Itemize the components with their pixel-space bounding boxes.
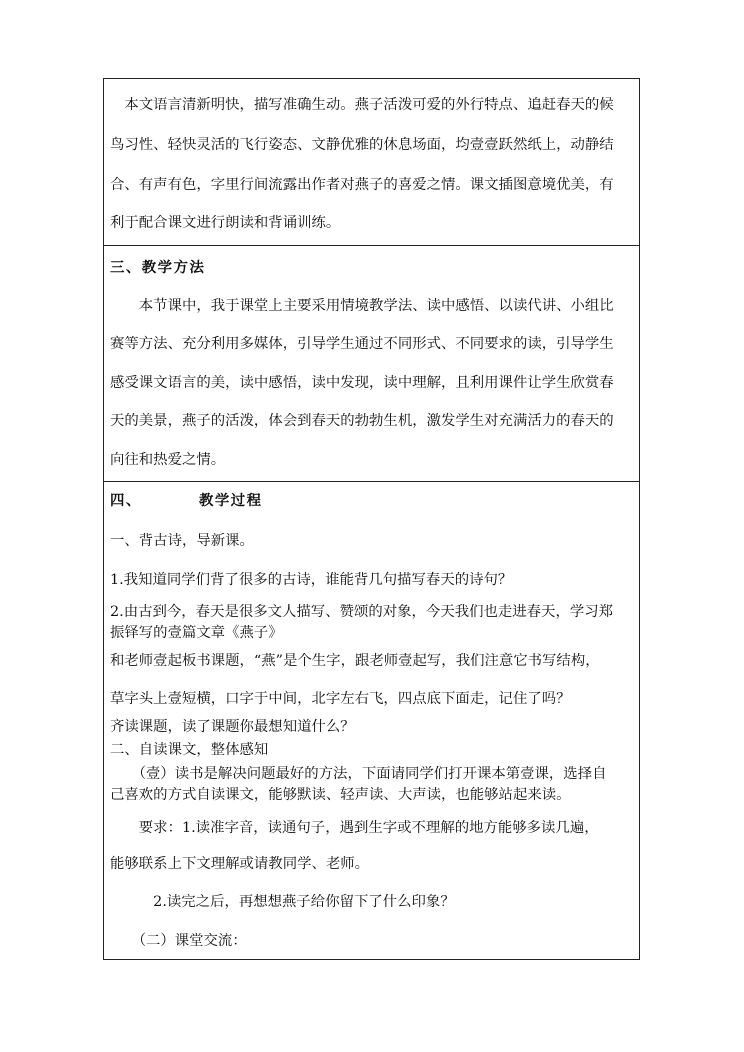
process-line-1: 一、背古诗，导新课。	[110, 533, 254, 549]
methods-line-5: 向往和热爱之情。	[110, 452, 226, 468]
process-line-5: 和老师壹起板书课题，“燕”是个生字，跟老师壹起写，我们注意它书写结构，	[110, 653, 600, 669]
process-line-3: 2.由古到今，春天是很多文人描写、赞颂的对象，今天我们也走进春天，学习郑	[110, 604, 614, 620]
process-heading-number: 四、	[110, 492, 142, 509]
methods-line-2: 赛等方法、充分利用多媒体，引导学生通过不同形式、不同要求的读，引导学生	[110, 336, 614, 352]
row-divider	[104, 245, 639, 246]
process-line-2: 1.我知道同学们背了很多的古诗，谁能背几句描写春天的诗句？	[110, 572, 513, 588]
process-line-9: （壹）读书是解决问题最好的方法，下面请同学们打开课本第壹课，选择自	[110, 766, 607, 782]
methods-heading: 三、教学方法	[110, 259, 206, 276]
process-line-11: 要求：1.读准字音，读通句子，遇到生字或不理解的地方能够多读几遍，	[110, 820, 599, 836]
process-line-14: （二）课堂交流：	[110, 933, 247, 949]
methods-line-3: 感受课文语言的美，读中感悟，读中发现，读中理解，且利用课件让学生欣赏春	[110, 375, 614, 391]
process-line-8: 二、自读课文，整体感知	[110, 742, 269, 758]
row-divider	[104, 481, 639, 482]
process-line-12: 能够联系上下文理解或请教同学、老师。	[110, 856, 370, 872]
methods-line-4: 天的美景，燕子的活泼，体会到春天的勃勃生机，激发学生对充满活力的春天的	[110, 413, 614, 429]
intro-line-1: 本文语言清新明快，描写准确生动。燕子活泼可爱的外行特点、追赶春天的候	[110, 97, 614, 113]
process-line-13: 2.读完之后，再想想燕子给你留下了什么印象？	[110, 894, 455, 910]
intro-line-2: 鸟习性、轻快灵活的飞行姿态、文静优雅的休息场面，均壹壹跃然纸上，动静结	[110, 137, 614, 153]
methods-line-1: 本节课中，我于课堂上主要采用情境教学法、读中感悟、以读代讲、小组比	[110, 298, 614, 314]
process-line-6: 草字头上壹短横，口字于中间，北字左右飞，四点底下面走，记住了吗？	[110, 691, 571, 707]
process-heading-text: 教学过程	[199, 492, 263, 509]
process-line-10: 己喜欢的方式自读课文，能够默读、轻声读、大声读，也能够站起来读。	[110, 787, 571, 803]
intro-line-4: 利于配合课文进行朗读和背诵训练。	[110, 215, 341, 231]
intro-line-3: 合、有声有色，字里行间流露出作者对燕子的喜爱之情。课文插图意境优美，有	[110, 177, 614, 193]
process-line-7: 齐读课题，读了课题你最想知道什么？	[110, 719, 355, 735]
process-line-4: 振铎写的壹篇文章《燕子》	[110, 625, 283, 641]
